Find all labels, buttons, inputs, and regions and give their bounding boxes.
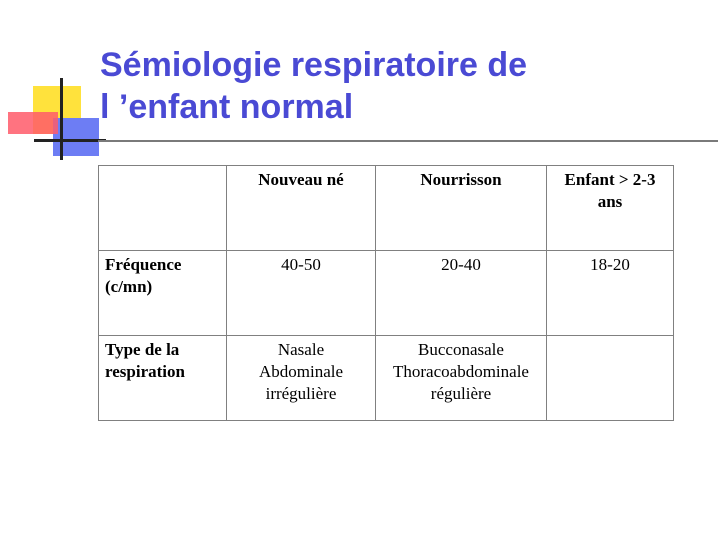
table-cell bbox=[376, 336, 547, 421]
row-label-text: (c/mn) bbox=[105, 277, 153, 296]
table-cell bbox=[227, 336, 376, 421]
cell-text: Thoracoabdominale bbox=[393, 362, 529, 381]
header-text: ans bbox=[597, 192, 623, 211]
cell-text: Bucconasale bbox=[418, 340, 504, 359]
header-text: Enfant > 2-3 bbox=[564, 170, 656, 189]
title-underline bbox=[98, 140, 718, 142]
cell-text: Abdominale bbox=[258, 362, 344, 381]
header-cell-empty bbox=[99, 166, 227, 251]
cell-text: 18-20 bbox=[590, 255, 630, 274]
header-row bbox=[99, 166, 674, 251]
row-label bbox=[99, 336, 227, 421]
title-line-1: Sémiologie respiratoire de bbox=[100, 46, 528, 84]
slide-title bbox=[100, 44, 700, 128]
table-row-frequence bbox=[99, 251, 674, 336]
row-label-text: Fréquence bbox=[105, 255, 182, 274]
cell-text: Nasale bbox=[277, 340, 325, 359]
row-label bbox=[99, 251, 227, 336]
title-line-2: l ’enfant normal bbox=[100, 88, 354, 126]
vertical-line bbox=[60, 78, 63, 160]
cell-text: irrégulière bbox=[265, 384, 337, 403]
cell-text: 20-40 bbox=[441, 255, 481, 274]
data-table bbox=[98, 165, 674, 421]
horizontal-line bbox=[34, 139, 106, 142]
header-cell-nourrisson bbox=[376, 166, 547, 251]
header-cell-enfant bbox=[547, 166, 674, 251]
cell-text: 40-50 bbox=[281, 255, 321, 274]
table-cell bbox=[547, 251, 674, 336]
row-label-text: Type de la bbox=[105, 340, 180, 359]
header-cell-nouveau-ne bbox=[227, 166, 376, 251]
table-cell bbox=[227, 251, 376, 336]
header-text: Nourrisson bbox=[420, 170, 502, 189]
table-cell bbox=[376, 251, 547, 336]
row-label-text: respiration bbox=[105, 362, 185, 381]
header-text: Nouveau né bbox=[258, 170, 344, 189]
table-cell-empty bbox=[547, 336, 674, 421]
red-bar bbox=[8, 112, 58, 134]
cell-text: régulière bbox=[430, 384, 492, 403]
table-row-type-respiration bbox=[99, 336, 674, 421]
